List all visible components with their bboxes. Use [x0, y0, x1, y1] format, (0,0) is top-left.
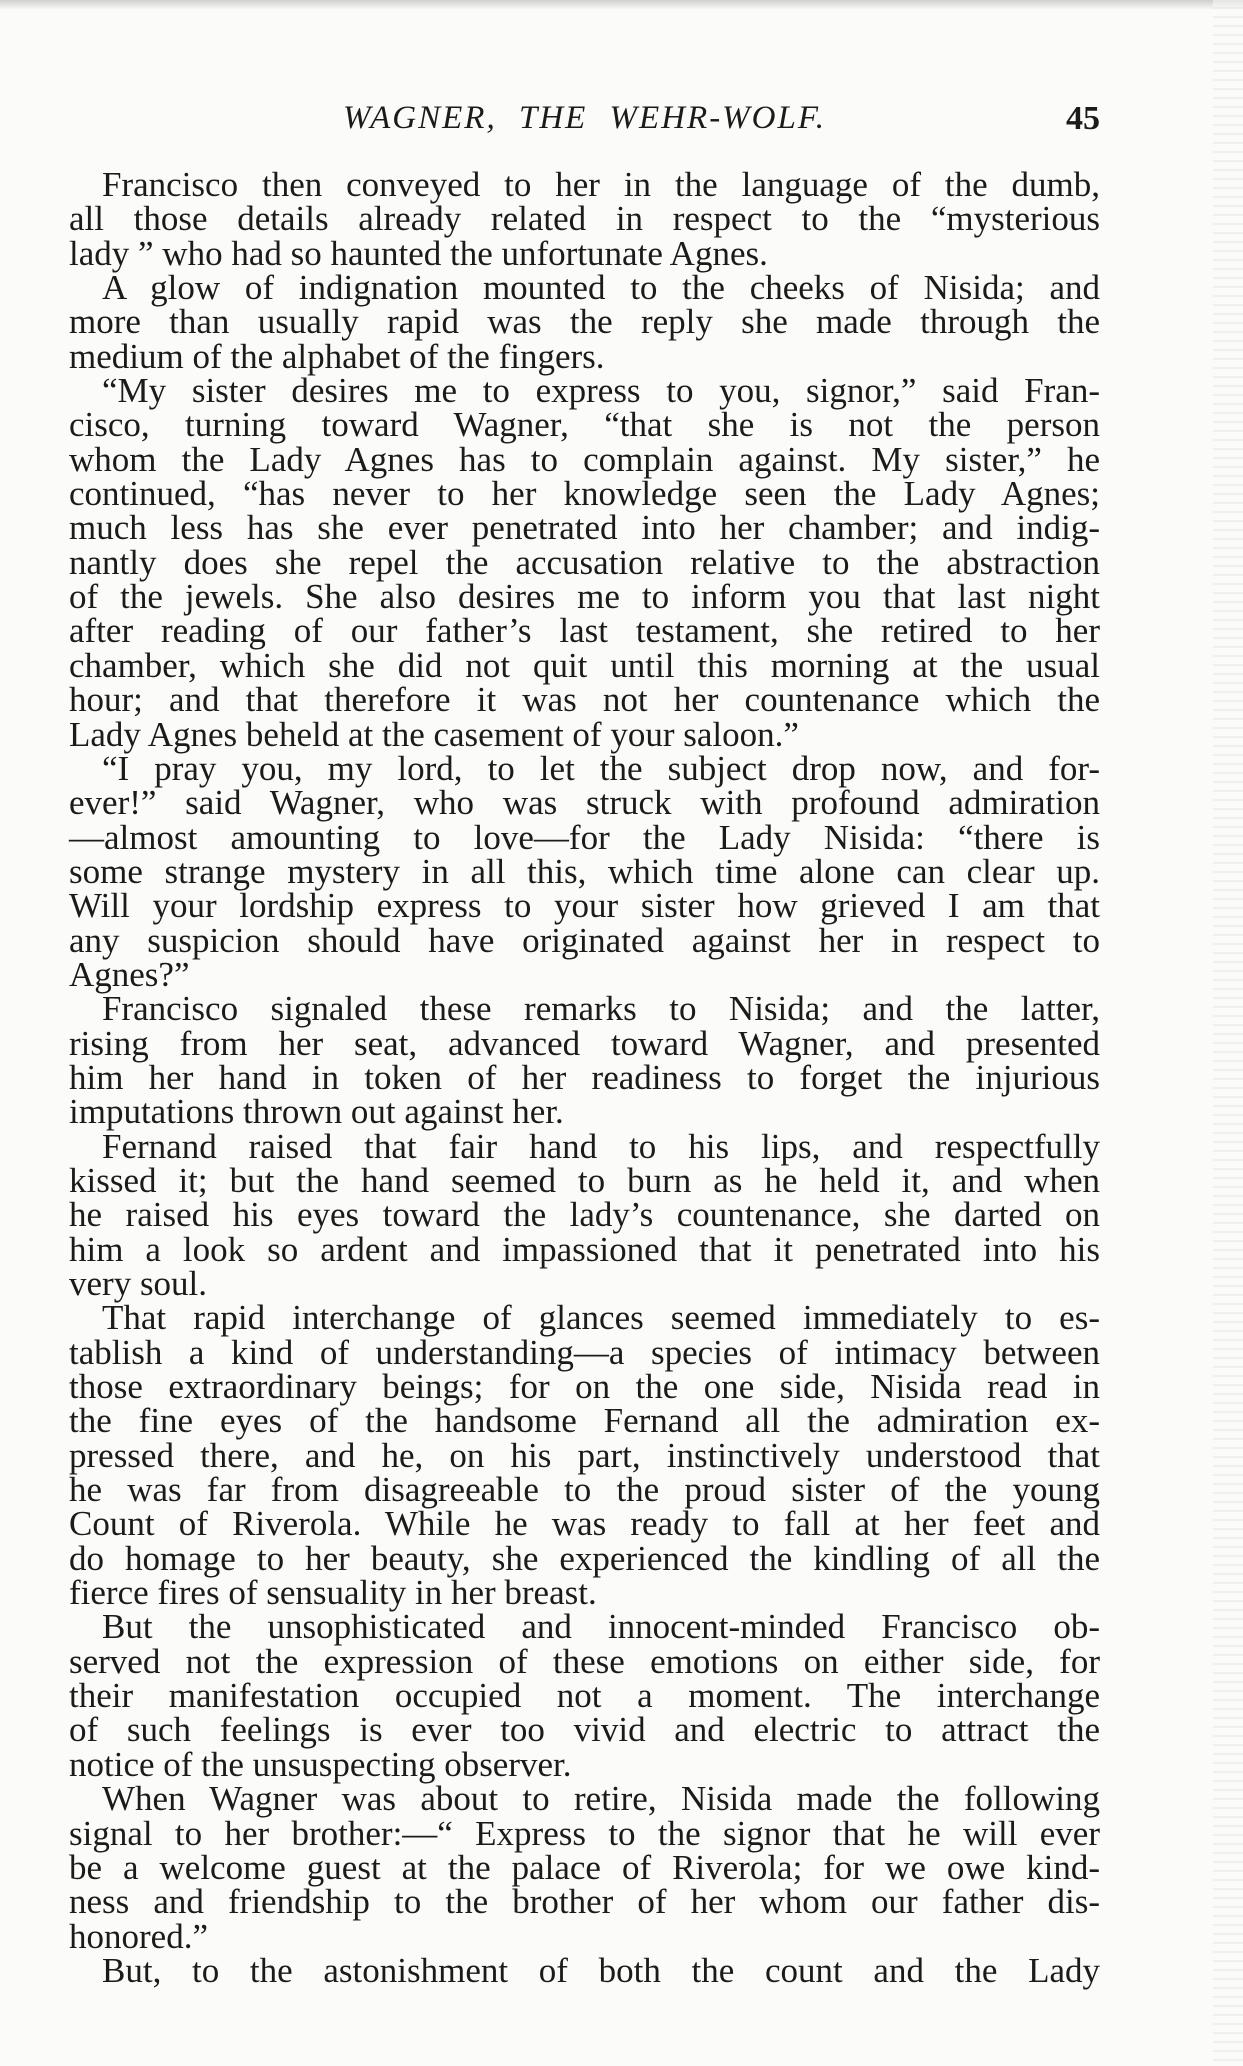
text-line: all those details already related in respect to the “mysterious — [69, 199, 1100, 239]
text-line: That rapid interchange of glances seemed immediately to es- — [102, 1298, 1100, 1338]
running-title: WAGNER, THE WEHR-WOLF. — [342, 100, 827, 136]
text-line: ness and friendship to the brother of her whom our father dis- — [69, 1882, 1100, 1922]
text-line: Fernand raised that fair hand to his lips, and respectfully — [102, 1126, 1100, 1166]
text-line: honored.” — [69, 1916, 208, 1956]
text-line: do homage to her beauty, she experienced the kindling of all the — [69, 1538, 1100, 1578]
text-line: signal to her brother:—“ Express to the signor that he will ever — [69, 1813, 1100, 1853]
text-line: ever!” said Wagner, who was struck with profound admiration — [69, 783, 1100, 823]
text-line: some strange mystery in all this, which time alone can clear up. — [69, 851, 1100, 891]
text-line: whom the Lady Agnes has to complain against. My sister,” he — [69, 439, 1100, 479]
text-line: very soul. — [69, 1264, 208, 1303]
paragraph — [69, 748, 1100, 994]
text-line: he was far from disagreeable to the proud sister of the young — [69, 1470, 1100, 1510]
text-line: Francisco signaled these remarks to Nisida; and the latter, — [102, 989, 1100, 1029]
text-line: continued, “has never to her knowledge seen the Lady Agnes; — [69, 474, 1100, 514]
paragraph — [69, 1779, 1100, 1956]
page-number: 45 — [1066, 100, 1100, 137]
text-line: chamber, which she did not quit until this morning at the usual — [69, 645, 1100, 685]
text-line: after reading of our father’s last testament, she retired to her — [69, 611, 1100, 651]
text-line: Francisco then conveyed to her in the language of the dumb, — [102, 165, 1100, 204]
text-line: medium of the alphabet of the fingers. — [69, 336, 605, 376]
text-line: Count of Riverola. While he was ready to fall at her feet and — [69, 1504, 1100, 1544]
text-line: those extraordinary beings; for on the one side, Nisida read in — [69, 1367, 1100, 1407]
text-line: much less has she ever penetrated into her chamber; and indig- — [69, 508, 1100, 548]
paragraph — [69, 371, 1100, 754]
text-line: A glow of indignation mounted to the cheeks of Nisida; and — [102, 268, 1100, 308]
text-line: When Wagner was about to retire, Nisida made the following — [102, 1779, 1100, 1819]
text-line: their manifestation occupied not a moment. The interchange — [69, 1676, 1100, 1716]
text-line: Lady Agnes beheld at the casement of your saloon.” — [69, 714, 799, 754]
page-scan-edge-right — [1213, 0, 1243, 2066]
text-line: hour; and that therefore it was not her countenance which the — [69, 680, 1100, 720]
text-line: But the unsophisticated and innocent-minded Francisco ob- — [102, 1607, 1100, 1647]
paragraph — [69, 165, 1100, 273]
text-line: of the jewels. She also desires me to inform you that last night — [69, 577, 1100, 617]
text-line: lady ” who had so haunted the unfortunate Agnes. — [69, 233, 768, 273]
text-line: him a look so ardent and impassioned that it penetrated into his — [69, 1229, 1100, 1269]
text-line: nantly does she repel the accusation relative to the abstraction — [69, 542, 1100, 582]
paragraph — [69, 1298, 1100, 1613]
text-line: any suspicion should have originated against her in respect to — [69, 920, 1100, 960]
text-line: “My sister desires me to express to you, signor,” said Fran- — [102, 371, 1100, 411]
body-text — [69, 165, 1100, 1990]
text-line: But, to the astonishment of both the count and the Lady — [102, 1950, 1100, 1990]
text-line: more than usually rapid was the reply she made through the — [69, 302, 1100, 342]
text-line: Agnes?” — [69, 954, 190, 994]
text-line: be a welcome guest at the palace of Riverola; for we owe kind- — [69, 1847, 1100, 1887]
text-line: served not the expression of these emotions on either side, for — [69, 1641, 1100, 1681]
text-line: kissed it; but the hand seemed to burn as he held it, and when — [69, 1160, 1100, 1200]
paragraph — [69, 1950, 1100, 1990]
text-line: tablish a kind of understanding—a species of intimacy between — [69, 1332, 1100, 1372]
text-line: —almost amounting to love—for the Lady Nisida: “there is — [69, 817, 1100, 857]
paragraph — [69, 1126, 1100, 1303]
page-scan-edge-top — [0, 0, 1243, 10]
text-line: “I pray you, my lord, to let the subject drop now, and for- — [102, 748, 1100, 788]
text-line: he raised his eyes toward the lady’s countenance, she darted on — [69, 1195, 1100, 1235]
text-line: fierce fires of sensuality in her breast. — [69, 1573, 597, 1613]
text-line: rising from her seat, advanced toward Wagner, and presented — [69, 1023, 1100, 1063]
paragraph — [69, 268, 1100, 376]
text-line: of such feelings is ever too vivid and electric to attract the — [69, 1710, 1100, 1750]
paragraph — [69, 989, 1100, 1132]
page-header — [69, 100, 1100, 144]
text-line: cisco, turning toward Wagner, “that she is not the person — [69, 405, 1100, 445]
text-line: Will your lordship express to your sister how grieved I am that — [69, 886, 1100, 926]
text-line: imputations thrown out against her. — [69, 1092, 564, 1132]
paragraph — [69, 1607, 1100, 1784]
text-line: notice of the unsuspecting observer. — [69, 1744, 572, 1784]
text-line: pressed there, and he, on his part, instinctively understood that — [69, 1435, 1100, 1475]
text-line: the fine eyes of the handsome Fernand all the admiration ex- — [69, 1401, 1100, 1441]
text-line: him her hand in token of her readiness to forget the injurious — [69, 1057, 1100, 1097]
